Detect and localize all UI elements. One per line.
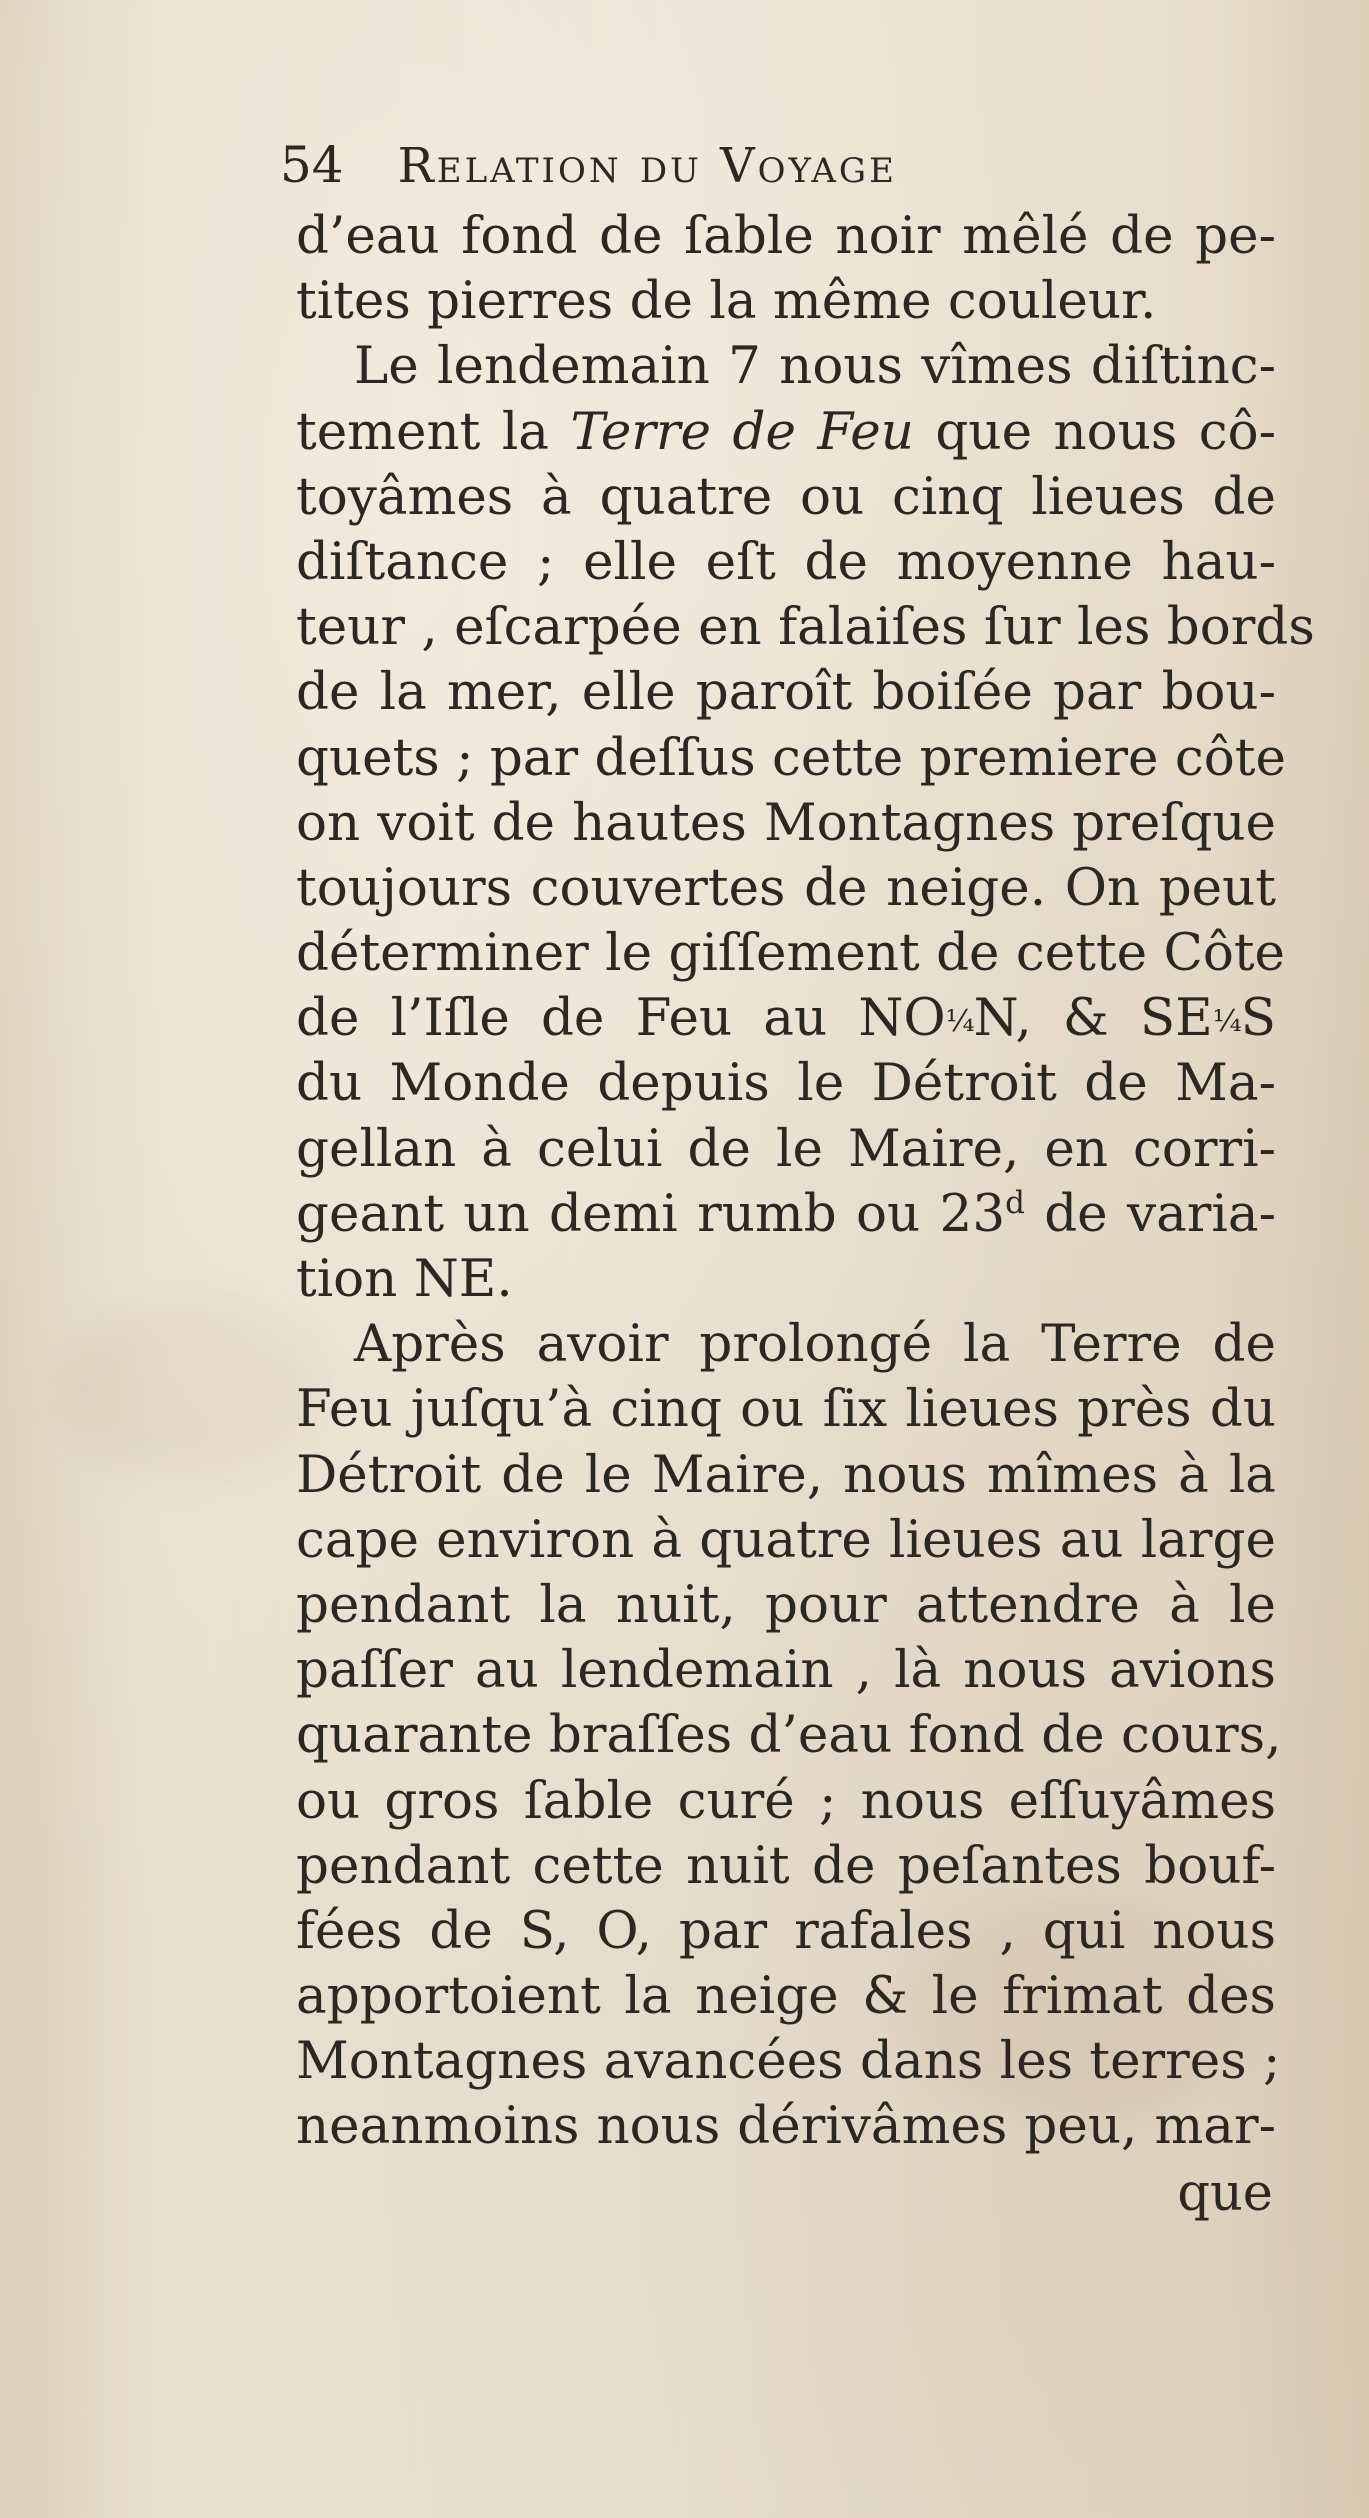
text-line: tion NE. xyxy=(296,1249,513,1309)
page-header xyxy=(280,136,1140,210)
text-line: ou gros ſable curé ; nous eſſuyâmes xyxy=(296,1770,1276,1831)
text-line: Détroit de le Maire, nous mîmes à la xyxy=(296,1444,1276,1505)
text-line xyxy=(296,400,1276,465)
text-line: Montagnes avancées dans les terres ; xyxy=(296,2031,1281,2092)
text-line: fées de S, O, par rafales , qui nous xyxy=(296,1900,1276,1961)
degree-superscript: d xyxy=(1005,1184,1025,1221)
text-line: de la mer, elle paroît boiſée par bou- xyxy=(296,662,1276,723)
page-number: 54 xyxy=(280,136,344,194)
text-segment: tement la xyxy=(296,401,571,462)
text-line: cape environ à quatre lieues au large xyxy=(296,1509,1276,1570)
paper-stain xyxy=(60,1300,320,1480)
text-line: apportoient la neige & le frimat des xyxy=(296,1966,1276,2027)
running-head: Relation du Voyage xyxy=(397,138,897,194)
text-line: gellan à celui de le Maire, en corri- xyxy=(296,1118,1276,1179)
text-segment: que nous cô- xyxy=(913,401,1277,462)
text-line: neanmoins nous dérivâmes peu, mar- xyxy=(296,2096,1276,2157)
text-segment: de varia- xyxy=(1024,1183,1276,1244)
text-line: teur , eſcarpée en falaiſes ſur les bords xyxy=(296,597,1315,658)
text-line: pendant la nuit, pour attendre à le xyxy=(296,1574,1276,1635)
text-segment: de l’Iſle de Feu au NO xyxy=(296,988,946,1049)
text-line: Après avoir prolongé la Terre de xyxy=(354,1314,1276,1375)
text-segment: S xyxy=(1240,988,1276,1049)
text-line: quets ; par deſſus cette premiere côte xyxy=(296,727,1286,788)
text-line: on voit de hautes Montagnes preſque xyxy=(296,792,1276,853)
text-line: d’eau fond de ſable noir mêlé de pe- xyxy=(296,206,1276,266)
text-line: déterminer le giſſement de cette Côte xyxy=(296,923,1286,984)
text-line: toujours couvertes de neige. On peut xyxy=(296,857,1276,918)
italic-place-name: Terre de Feu xyxy=(570,401,914,462)
catchword: que xyxy=(1177,2164,1273,2223)
fraction-quarter: ¼ xyxy=(1212,1004,1241,1040)
text-line xyxy=(296,1182,1276,1247)
body-text xyxy=(296,204,1315,2160)
text-line: diſtance ; elle eſt de moyenne hau- xyxy=(296,531,1276,592)
text-line: pendant cette nuit de peſantes bouf- xyxy=(296,1835,1276,1896)
text-line xyxy=(296,986,1276,1051)
text-line: Feu juſqu’à cinq ou ſix lieues près du xyxy=(296,1379,1276,1440)
text-line: paſſer au lendemain , là nous avions xyxy=(296,1640,1276,1701)
text-line: tites pierres de la même couleur. xyxy=(296,271,1157,332)
fraction-quarter: ¼ xyxy=(945,1004,974,1040)
text-line: quarante braſſes d’eau fond de cours, xyxy=(296,1705,1282,1766)
text-segment: geant un demi rumb ou 23 xyxy=(296,1183,1006,1244)
text-line: du Monde depuis le Détroit de Ma- xyxy=(296,1053,1276,1114)
text-line: Le lendemain 7 nous vîmes diſtinc- xyxy=(354,336,1276,397)
text-segment: N, & SE xyxy=(973,988,1213,1049)
text-line: toyâmes à quatre ou cinq lieues de xyxy=(296,466,1276,527)
